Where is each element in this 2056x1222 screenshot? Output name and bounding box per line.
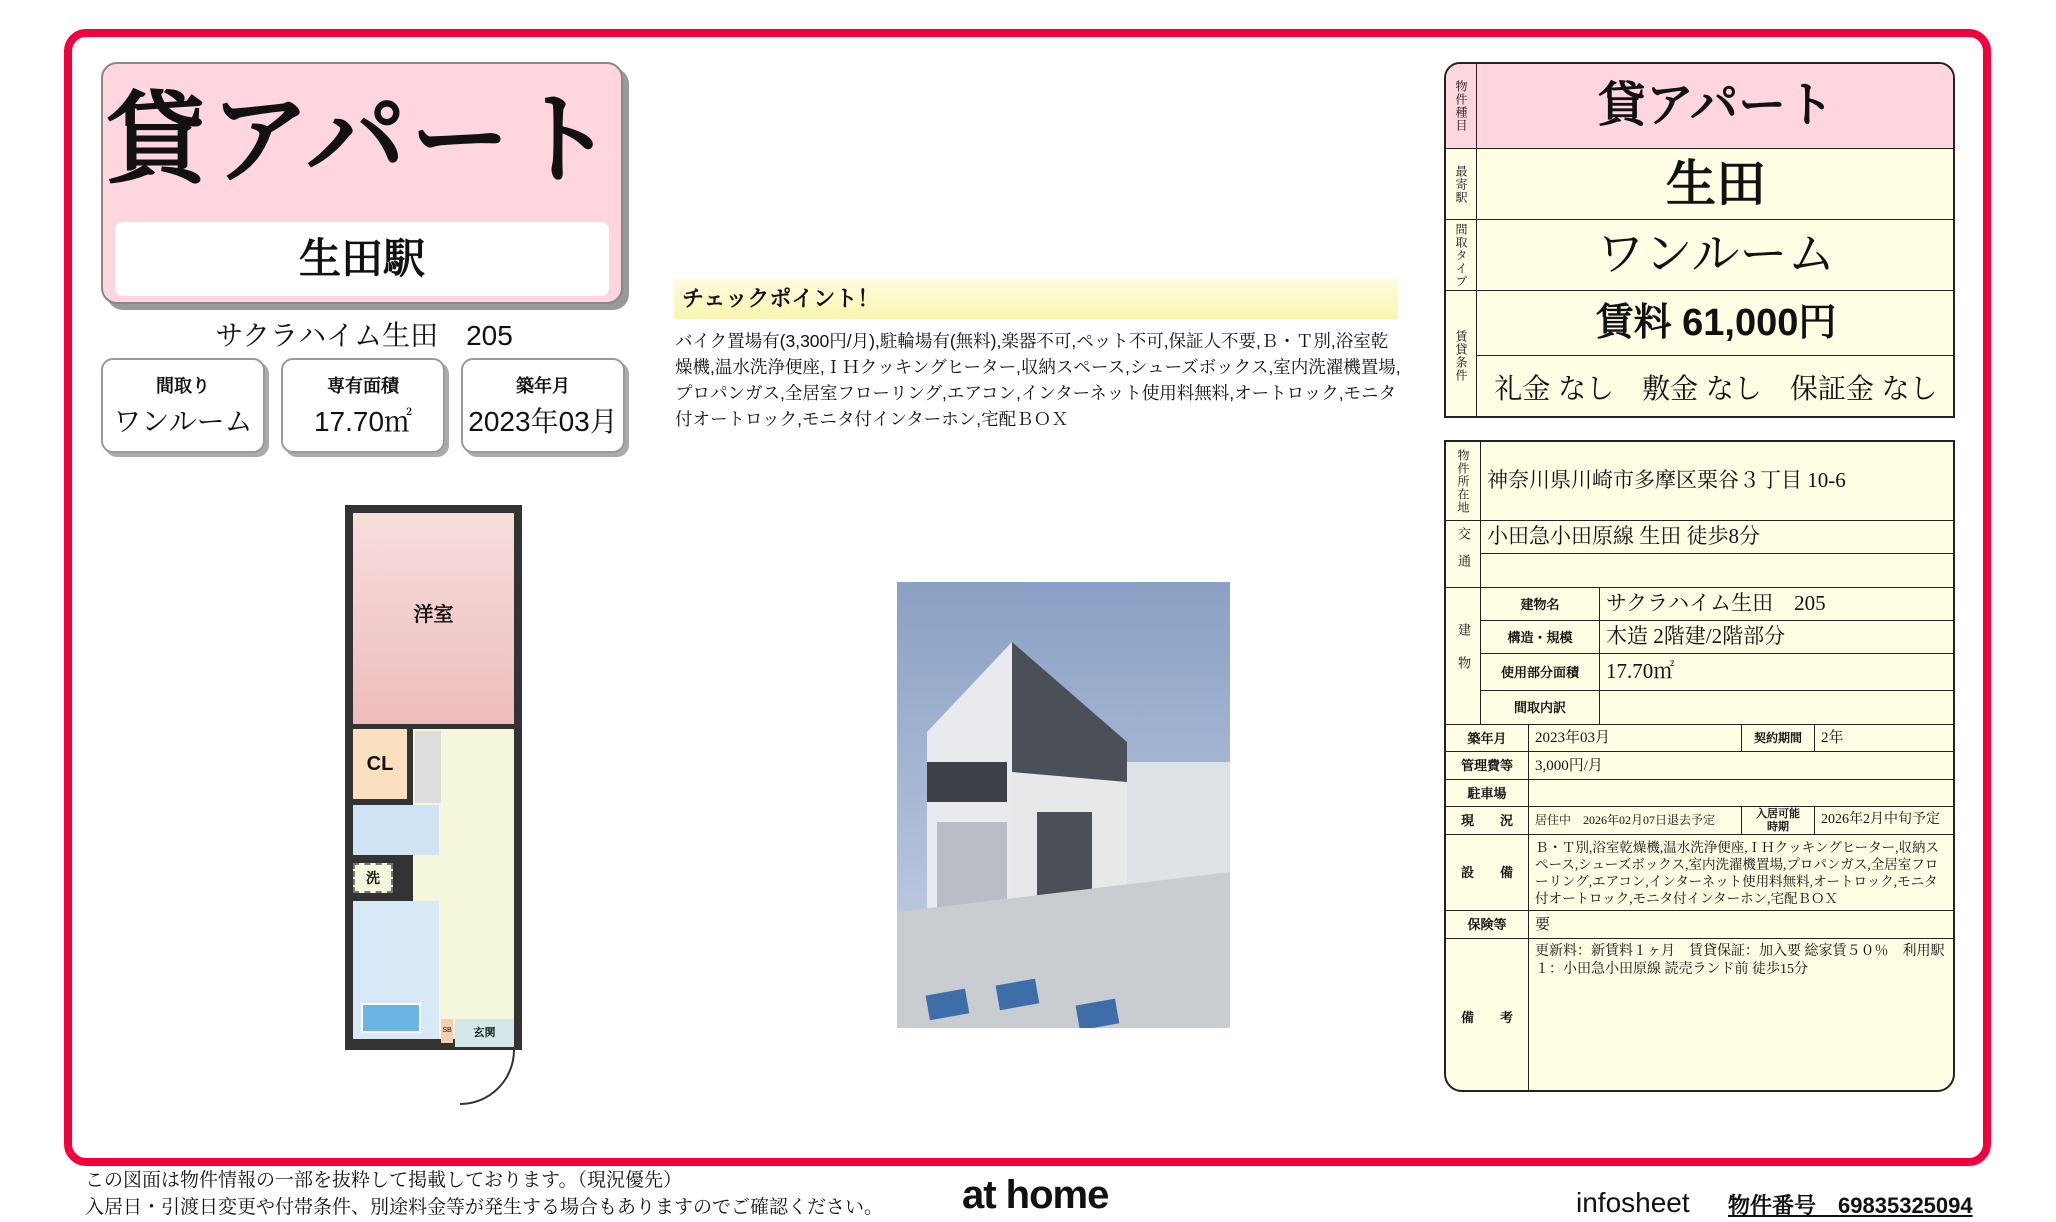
footer-note-2: 入居日・引渡日変更や付帯条件、別途料金等が発生する場合もありますのでご確認ください。 (85, 1197, 884, 1218)
property-type-card (101, 62, 623, 304)
parking-label: 駐車場 (1445, 779, 1529, 807)
contract-label: 契約期間 (1741, 724, 1815, 752)
summary-table (1444, 62, 1955, 418)
infosheet-label: infosheet (1576, 1187, 1690, 1218)
movein-value: 2026年2月中旬予定 (1814, 806, 1955, 835)
building-photo (897, 582, 1230, 1028)
contract-value: 2年 (1814, 724, 1955, 752)
mgmt-value: 3,000円/月 (1528, 751, 1955, 780)
structure-label: 構造・規模 (1480, 620, 1600, 654)
status-value: 居住中 2026年02月07日退去予定 (1528, 806, 1742, 835)
property-number-label: 物件番号 (1728, 1193, 1817, 1218)
rooms-value (1599, 690, 1955, 725)
door-swing (460, 1050, 515, 1105)
entrance: 玄関 (455, 1019, 514, 1047)
address-value: 神奈川県川崎市多摩区栗谷３丁目 10-6 (1480, 441, 1955, 521)
building-name-value: サクラハイム生田 205 (1599, 587, 1955, 621)
property-number (1728, 1192, 1973, 1220)
status-label: 現 況 (1445, 806, 1529, 835)
washer-space: 洗 (353, 863, 393, 893)
rooms-label: 間取内訳 (1480, 690, 1600, 725)
building-label: 建物 (1445, 587, 1481, 725)
remarks-value: 更新料：新賃料１ヶ月 賃貸保証：加入要 総家賃５０％ 利用駅１：小田急小田原線 読売ランド前 徒歩15分 (1528, 938, 1955, 1092)
shoe-box: SB (441, 1019, 453, 1043)
transport-value-2 (1480, 553, 1955, 588)
room-closet: CL (353, 729, 407, 799)
checkpoint-text: バイク置場有(3,300円/月),駐輪場有(無料),楽器不可,ペット不可,保証人不要,Ｂ・Ｔ別,浴室乾燥機,温水洗浄便座,ＩＨクッキングヒーター,収納スペース,シューズボックス,室内洗濯機置場,プロパンガス,全居室フローリング,エアコン,インターネット使用料無料,オートロック,モニタ付オートロック,モニタ付インターホン,宅配ＢＯＸ (675, 331, 1401, 429)
layout-value: ワンルーム (1476, 219, 1955, 291)
equip-label: 設 備 (1445, 834, 1529, 911)
rent-value: 賃料 61,000円 (1476, 290, 1955, 356)
detail-table (1444, 440, 1955, 1092)
layout-label: 間取タイプ (1445, 219, 1477, 291)
spec-value: 2023年03月 (468, 406, 618, 437)
address-label: 物件所在地 (1445, 441, 1481, 521)
athome-logo: at home (962, 1173, 1109, 1217)
sink (415, 731, 441, 803)
transport-label: 交通 (1445, 520, 1481, 588)
spec-label: 築年月 (516, 376, 570, 396)
spec-label: 間取り (156, 376, 210, 396)
spec-built (461, 358, 625, 453)
area-value: 17.70㎡ (1599, 653, 1955, 691)
floor-plan (345, 505, 522, 1105)
room-toilet (353, 805, 439, 855)
insurance-label: 保険等 (1445, 910, 1529, 939)
fees-value: 礼金 なし 敷金 なし 保証金 なし (1476, 355, 1955, 418)
structure-value: 木造 2階建/2階部分 (1599, 620, 1955, 654)
terms-label: 賃貸条件 (1445, 290, 1477, 418)
type-value: 貸アパート (1476, 63, 1955, 149)
property-number-value: 69835325094 (1838, 1193, 1973, 1218)
transport-value-1: 小田急小田原線 生田 徒歩8分 (1480, 520, 1955, 554)
insurance-value: 要 (1528, 910, 1955, 939)
building-name: サクラハイム生田 205 (215, 320, 513, 351)
footer-note-1: この図面は物件情報の一部を抜粋して掲載しております。（現況優先） (85, 1170, 682, 1191)
room-western: 洋室 (353, 513, 514, 724)
bathtub (361, 1003, 421, 1033)
movein-label: 入居可能時期 (1741, 806, 1815, 835)
mgmt-label: 管理費等 (1445, 751, 1529, 780)
spec-area (281, 358, 445, 453)
building-name-label: 建物名 (1480, 587, 1600, 621)
station-value: 生田 (1476, 148, 1955, 220)
property-type-title: 貸アパート (106, 84, 618, 196)
station-label: 最寄駅 (1445, 148, 1477, 220)
area-label: 使用部分面積 (1480, 653, 1600, 691)
equip-value: Ｂ・Ｔ別,浴室乾燥機,温水洗浄便座,ＩＨクッキングヒーター,収納スペース,シューズボックス,室内洗濯機置場,プロパンガス,全居室フローリング,エアコン,インターネット使用料無料,オートロック,モニタ付オートロック,モニタ付インターホン,宅配ＢＯＸ (1528, 834, 1955, 911)
parking-value (1528, 779, 1955, 807)
spec-layout (101, 358, 265, 453)
checkpoint-title: チェックポイント！ (674, 279, 1398, 319)
type-label: 物件種目 (1445, 63, 1477, 149)
spec-value: 17.70㎡ (313, 406, 413, 437)
spec-value: ワンルーム (113, 406, 253, 437)
spec-label: 専有面積 (327, 376, 399, 396)
remarks-label: 備 考 (1445, 938, 1529, 1092)
built-label: 築年月 (1445, 724, 1529, 752)
station-label: 生田駅 (115, 222, 609, 296)
built-value: 2023年03月 (1528, 724, 1742, 752)
